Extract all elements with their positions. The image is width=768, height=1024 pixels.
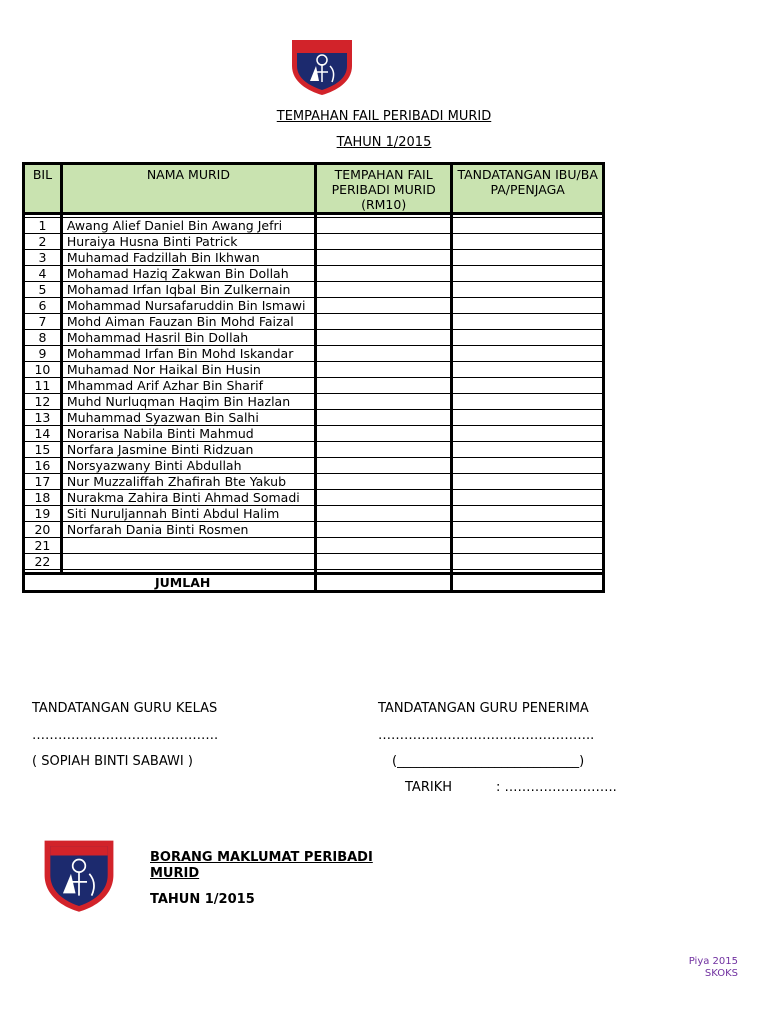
table-row [24, 538, 604, 554]
parent-sign-cell [452, 234, 604, 250]
receiver-name-line: (____________________________) [392, 754, 585, 769]
parent-sign-cell [452, 250, 604, 266]
order-cell [315, 266, 451, 282]
credit-line-2: SKOKS [704, 968, 738, 979]
student-name: Mhammad Arif Azhar Bin Sharif [61, 378, 315, 394]
row-number: 11 [24, 378, 62, 394]
parent-sign-cell [452, 458, 604, 474]
table-row [24, 458, 604, 474]
row-number: 2 [24, 234, 62, 250]
student-name [61, 554, 315, 570]
date-line: : …………………….. [496, 780, 617, 795]
table-row [24, 362, 604, 378]
student-name: Siti Nuruljannah Binti Abdul Halim [61, 506, 315, 522]
order-cell [315, 490, 451, 506]
student-name: Norfarah Dania Binti Rosmen [61, 522, 315, 538]
teacher-name: ( SOPIAH BINTI SABAWI ) [32, 754, 193, 769]
row-number: 17 [24, 474, 62, 490]
table-row [24, 282, 604, 298]
date-label: TARIKH [405, 780, 452, 795]
order-cell [315, 234, 451, 250]
row-number: 1 [24, 218, 62, 234]
student-name: Mohammad Irfan Bin Mohd Iskandar [61, 346, 315, 362]
footer-title: BORANG MAKLUMAT PERIBADI MURID [150, 850, 373, 881]
order-cell [315, 394, 451, 410]
parent-sign-cell [452, 506, 604, 522]
table-row [24, 490, 604, 506]
page-year: TAHUN 1/2015 [336, 135, 432, 150]
parent-sign-cell [452, 554, 604, 570]
page-title: TEMPAHAN FAIL PERIBADI MURID [276, 109, 492, 124]
row-number: 20 [24, 522, 62, 538]
order-cell [315, 506, 451, 522]
credit-text [689, 956, 738, 980]
table-header-row [24, 164, 604, 214]
parent-sign-cell [452, 218, 604, 234]
parent-sign-cell [452, 282, 604, 298]
student-name: Mohammad Hasril Bin Dollah [61, 330, 315, 346]
row-number: 16 [24, 458, 62, 474]
row-number: 18 [24, 490, 62, 506]
table-row [24, 474, 604, 490]
student-name: Muhd Nurluqman Haqim Bin Hazlan [61, 394, 315, 410]
row-number: 8 [24, 330, 62, 346]
student-name: Norfara Jasmine Binti Ridzuan [61, 442, 315, 458]
row-number: 13 [24, 410, 62, 426]
parent-sign-cell [452, 362, 604, 378]
table-row [24, 442, 604, 458]
student-name: Mohammad Nursafaruddin Bin Ismawi [61, 298, 315, 314]
student-name: Nurakma Zahira Binti Ahmad Somadi [61, 490, 315, 506]
student-name: Nur Muzzaliffah Zhafirah Bte Yakub [61, 474, 315, 490]
row-number: 7 [24, 314, 62, 330]
student-name [61, 538, 315, 554]
order-cell [315, 314, 451, 330]
credit-line-1: Piya 2015 [688, 956, 738, 967]
row-number: 9 [24, 346, 62, 362]
row-number: 19 [24, 506, 62, 522]
order-cell [315, 410, 451, 426]
order-cell [315, 250, 451, 266]
parent-sign-cell [452, 538, 604, 554]
row-number: 21 [24, 538, 62, 554]
student-name: Mohamad Irfan Iqbal Bin Zulkernain [61, 282, 315, 298]
table-row [24, 234, 604, 250]
row-number: 6 [24, 298, 62, 314]
receiver-sign-line: ………………………………………….. [378, 728, 595, 743]
table-row [24, 250, 604, 266]
order-cell [315, 474, 451, 490]
parent-sign-cell [452, 522, 604, 538]
total-order-cell [315, 574, 451, 592]
footer-crest-logo [40, 836, 118, 914]
row-number: 12 [24, 394, 62, 410]
order-cell [315, 378, 451, 394]
total-row [24, 574, 604, 592]
table-row [24, 346, 604, 362]
table-row [24, 394, 604, 410]
order-cell [315, 458, 451, 474]
col-sign-header: TANDATANGAN IBU/BAPA/PENJAGA [452, 164, 604, 214]
table-row [24, 522, 604, 538]
table-row [24, 554, 604, 570]
table-row [24, 506, 604, 522]
order-cell [315, 346, 451, 362]
order-table [22, 162, 605, 593]
parent-sign-cell [452, 394, 604, 410]
parent-sign-cell [452, 490, 604, 506]
receiver-sign-label: TANDATANGAN GURU PENERIMA [378, 701, 589, 716]
table-row [24, 330, 604, 346]
student-name: Muhammad Syazwan Bin Salhi [61, 410, 315, 426]
parent-sign-cell [452, 266, 604, 282]
table-row [24, 266, 604, 282]
order-cell [315, 218, 451, 234]
order-cell [315, 298, 451, 314]
table-row [24, 314, 604, 330]
row-number: 5 [24, 282, 62, 298]
teacher-sign-line: ……………………………………. [32, 728, 219, 743]
student-name: Muhamad Fadzillah Bin Ikhwan [61, 250, 315, 266]
row-number: 14 [24, 426, 62, 442]
parent-sign-cell [452, 474, 604, 490]
order-cell [315, 282, 451, 298]
parent-sign-cell [452, 442, 604, 458]
student-name: Muhamad Nor Haikal Bin Husin [61, 362, 315, 378]
student-name: Huraiya Husna Binti Patrick [61, 234, 315, 250]
order-cell [315, 522, 451, 538]
student-name: Norarisa Nabila Binti Mahmud [61, 426, 315, 442]
parent-sign-cell [452, 378, 604, 394]
parent-sign-cell [452, 298, 604, 314]
row-number: 4 [24, 266, 62, 282]
table-row [24, 298, 604, 314]
student-name: Norsyazwany Binti Abdullah [61, 458, 315, 474]
col-name-header: NAMA MURID [61, 164, 315, 214]
total-label: JUMLAH [24, 574, 316, 592]
row-number: 22 [24, 554, 62, 570]
parent-sign-cell [452, 410, 604, 426]
student-name: Mohd Aiman Fauzan Bin Mohd Faizal [61, 314, 315, 330]
parent-sign-cell [452, 330, 604, 346]
table-row [24, 218, 604, 234]
row-number: 10 [24, 362, 62, 378]
footer-year: TAHUN 1/2015 [150, 892, 255, 907]
table-row [24, 378, 604, 394]
order-cell [315, 362, 451, 378]
row-number: 15 [24, 442, 62, 458]
order-cell [315, 426, 451, 442]
teacher-sign-label: TANDATANGAN GURU KELAS [32, 701, 218, 716]
col-bil-header: BIL [24, 164, 62, 214]
row-number: 3 [24, 250, 62, 266]
parent-sign-cell [452, 346, 604, 362]
order-cell [315, 554, 451, 570]
table-row [24, 410, 604, 426]
table-row [24, 426, 604, 442]
total-sign-cell [452, 574, 604, 592]
order-cell [315, 330, 451, 346]
order-cell [315, 538, 451, 554]
col-order-header: TEMPAHAN FAIL PERIBADI MURID (RM10) [315, 164, 451, 214]
student-name: Awang Alief Daniel Bin Awang Jefri [61, 218, 315, 234]
parent-sign-cell [452, 314, 604, 330]
school-crest-logo [288, 36, 356, 96]
order-cell [315, 442, 451, 458]
student-name: Mohamad Haziq Zakwan Bin Dollah [61, 266, 315, 282]
parent-sign-cell [452, 426, 604, 442]
